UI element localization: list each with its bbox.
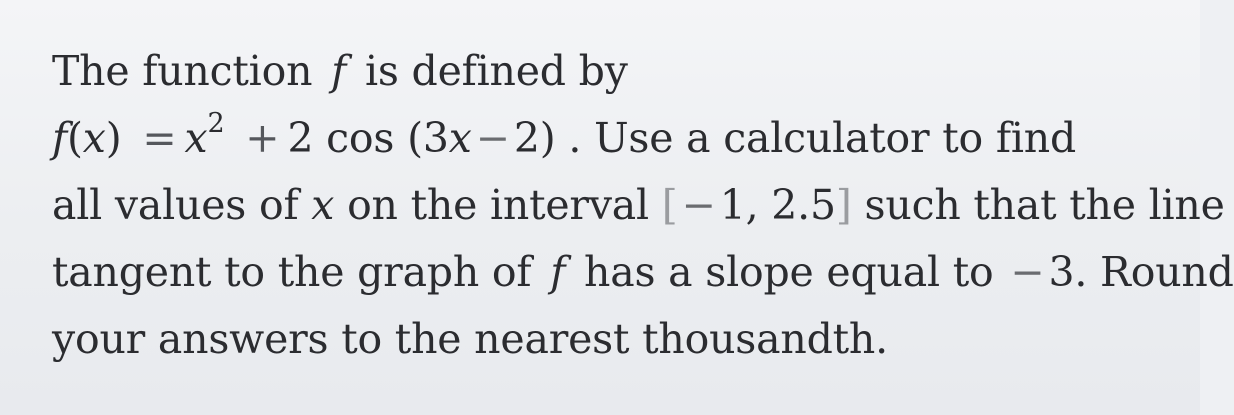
problem-line-1 xyxy=(52,38,1182,105)
def-close-paren: ) xyxy=(105,114,122,162)
def-cos-term: 2 cos xyxy=(287,114,395,162)
line3-mid: on the interval xyxy=(347,181,649,229)
interval-values: 1, 2.5 xyxy=(719,181,836,229)
slope-negative-sign: − xyxy=(1010,248,1045,296)
def-function-symbol: f xyxy=(52,114,67,162)
problem-statement xyxy=(52,38,1234,373)
line1-end: is defined by xyxy=(364,47,628,95)
slope-value: 3. xyxy=(1048,248,1088,296)
def-open-paren: ( xyxy=(66,114,83,162)
interval-negative-sign: − xyxy=(681,181,716,229)
def-x-squared-base: x xyxy=(184,114,208,162)
line3-end: such that the line xyxy=(864,181,1225,229)
function-symbol: f xyxy=(331,47,347,95)
def-variable: x xyxy=(82,114,106,162)
line2-text: . Use a calculator to find xyxy=(568,114,1077,162)
problem-line-2 xyxy=(52,105,1182,172)
interval-close-bracket: ] xyxy=(835,181,852,229)
problem-line-4 xyxy=(52,239,1234,306)
line3-variable: x xyxy=(311,181,335,229)
def-cos-arg-variable: x xyxy=(448,114,472,162)
def-plus: + xyxy=(245,114,280,162)
problem-line-3 xyxy=(52,172,1225,239)
def-cos-arg-end: 2) xyxy=(513,114,556,162)
line4-start: tangent to the graph of xyxy=(52,248,532,296)
def-exponent: 2 xyxy=(207,108,225,139)
line4-end: Round xyxy=(1100,248,1234,296)
line3-start: all values of xyxy=(52,181,299,229)
interval-open-bracket: [ xyxy=(661,181,678,229)
line1-text: The function xyxy=(52,47,313,95)
line5-text: your answers to the nearest thousandth. xyxy=(52,315,888,363)
line4-function-symbol: f xyxy=(550,248,566,296)
line4-mid: has a slope equal to xyxy=(584,248,994,296)
def-cos-arg-minus: − xyxy=(475,114,510,162)
def-equals: = xyxy=(142,114,177,162)
def-cos-arg-open: (3 xyxy=(407,114,449,162)
problem-line-5 xyxy=(52,306,1182,373)
